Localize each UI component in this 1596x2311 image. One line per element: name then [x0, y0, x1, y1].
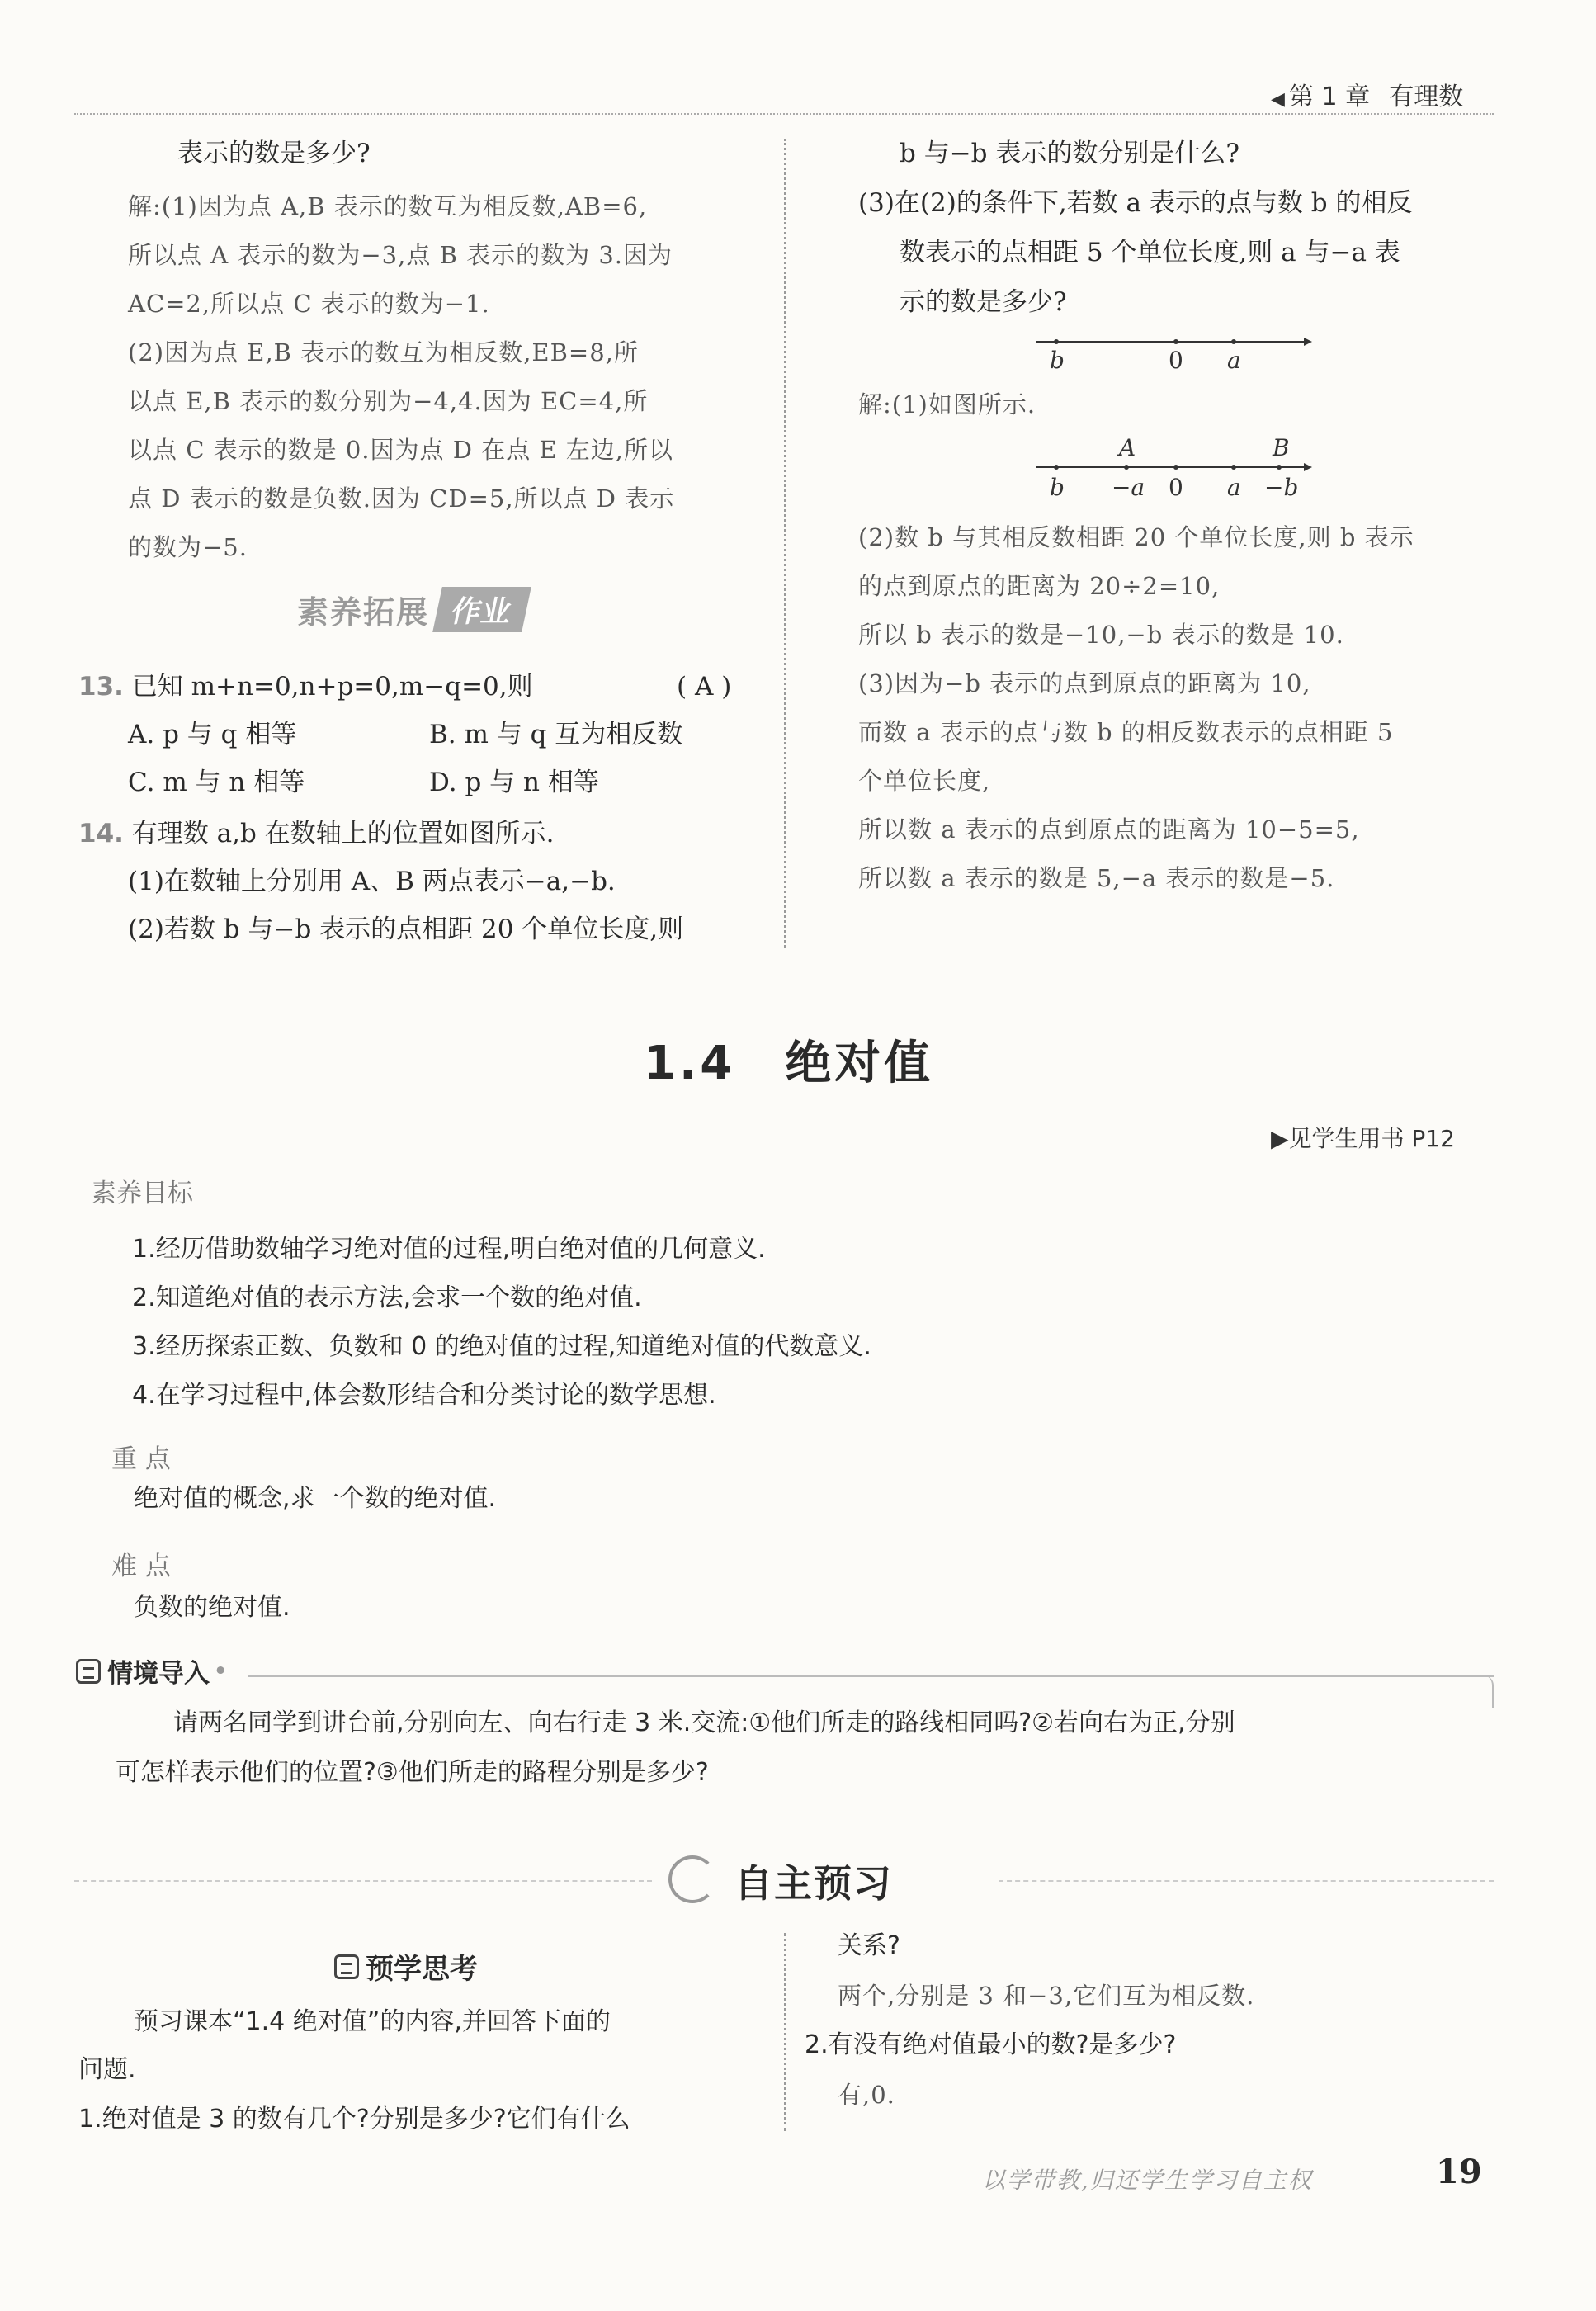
intro-rule-end	[1477, 1675, 1494, 1708]
chevron-left-icon: ◀	[1271, 89, 1285, 110]
q13-stem-row	[78, 670, 533, 703]
answer-line: 以点 E,B 表示的数分别为−4,4.因为 EC=4,所	[128, 387, 649, 415]
prestudy-q2: 2.有没有绝对值最小的数?是多少?	[805, 2030, 1177, 2059]
page-number: 19	[1436, 2153, 1482, 2191]
column-divider	[784, 139, 786, 948]
book-icon	[334, 1954, 359, 1979]
label-a: a	[1227, 474, 1241, 501]
q13-answer: ( A )	[677, 672, 732, 702]
q13-option-d: D. p 与 n 相等	[429, 768, 599, 797]
right-answer-lines	[858, 513, 1414, 903]
answer-line: 以点 C 表示的数是 0.因为点 D 在点 E 左边,所以	[128, 436, 674, 464]
q14-stem-row	[78, 817, 555, 850]
intro-rule	[248, 1675, 1494, 1677]
label-b: b	[1050, 347, 1065, 374]
q13-option-b: B. m 与 q 互为相反数	[429, 720, 683, 749]
goals-list	[132, 1225, 871, 1420]
prestudy-title-row	[334, 1946, 478, 1987]
dot-icon: •	[213, 1656, 229, 1686]
chapter-title: 有理数	[1389, 83, 1464, 111]
point-b	[1054, 339, 1059, 344]
answer-line: 的数为−5.	[128, 533, 248, 561]
question-number: 14.	[78, 819, 124, 848]
number-line-solution	[1032, 431, 1312, 505]
label-B: B	[1273, 434, 1290, 461]
q14-part3-cont: 数表示的点相距 5 个单位长度,则 a 与−a 表	[900, 238, 1400, 267]
axis-arrow-icon	[1304, 338, 1312, 346]
banner-left-stripe	[74, 1880, 652, 1882]
label-zero: 0	[1169, 347, 1183, 374]
intro-label: 情境导入	[107, 1659, 210, 1689]
extension-banner	[297, 586, 526, 632]
answer-line: 的点到原点的距离为 20÷2=10,	[858, 572, 1221, 600]
label-a: a	[1227, 347, 1241, 374]
point-zero	[1173, 339, 1178, 344]
answer-line: 解:(1)因为点 A,B 表示的数互为相反数,AB=6,	[128, 192, 648, 220]
answer-line: AC=2,所以点 C 表示的数为−1.	[128, 290, 490, 318]
q14-part3: (3)在(2)的条件下,若数 a 表示的点与数 b 的相反	[858, 188, 1413, 218]
answer-line: 所以数 a 表示的点到原点的距离为 10−5=5,	[858, 815, 1360, 844]
number-line-given	[1032, 330, 1312, 380]
label-b: b	[1050, 474, 1065, 501]
intro-line-2: 可怎样表示他们的位置?③他们所走的路程分别是多少?	[116, 1758, 709, 1787]
answer-line: (2)因为点 E,B 表示的数互为相反数,EB=8,所	[128, 338, 639, 366]
q14-part2: (2)若数 b 与−b 表示的点相距 20 个单位长度,则	[128, 914, 684, 944]
answer-line: 所以数 a 表示的数是 5,−a 表示的数是−5.	[858, 864, 1335, 892]
answer-line: 个单位长度,	[858, 767, 991, 795]
axis-arrow-icon	[1304, 463, 1312, 471]
q13-option-c: C. m 与 n 相等	[128, 768, 305, 797]
difficult-point-label: 难 点	[111, 1552, 171, 1581]
banner-right-text: 作业	[432, 587, 531, 632]
screen-icon	[76, 1659, 101, 1684]
banner-title: 自主预习	[734, 1861, 893, 1906]
point-b	[1054, 465, 1059, 470]
prestudy-para-2: 问题.	[78, 2055, 136, 2084]
self-study-banner	[74, 1841, 1494, 1923]
left-solution-block	[128, 137, 371, 170]
footer-slogan: 以学带教,归还学生学习自主权	[982, 2167, 1313, 2194]
goals-label: 素养目标	[91, 1179, 193, 1208]
key-point-label: 重 点	[111, 1444, 171, 1474]
question-tail: 表示的数是多少?	[177, 139, 371, 168]
student-book-reference: ▶见学生用书 P12	[1271, 1125, 1455, 1152]
q14-part2-cont: b 与−b 表示的数分别是什么?	[900, 139, 1239, 168]
goal-item: 3.经历探索正数、负数和 0 的绝对值的过程,知道绝对值的代数意义.	[132, 1332, 871, 1361]
point-neg-b	[1277, 465, 1282, 470]
label-zero: 0	[1169, 474, 1183, 501]
prestudy-a1: 两个,分别是 3 和−3,它们互为相反数.	[838, 1982, 1255, 2010]
column-divider	[784, 1933, 786, 2131]
intro-header	[76, 1652, 228, 1690]
swirl-icon	[668, 1855, 716, 1903]
q14-part1: (1)在数轴上分别用 A、B 两点表示−a,−b.	[128, 867, 616, 896]
prestudy-a2: 有,0.	[838, 2081, 895, 2109]
intro-line-1: 请两名同学到讲台前,分别向左、向右行走 3 米.交流:①他们所走的路线相同吗?②若向右为正,分别	[173, 1708, 1235, 1737]
prestudy-title: 预学思考	[366, 1953, 478, 1986]
prestudy-q1: 1.绝对值是 3 的数有几个?分别是多少?它们有什么	[78, 2105, 630, 2134]
answer-line: 点 D 表示的数是负数.因为 CD=5,所以点 D 表示	[128, 484, 675, 513]
section-title: 1.4 绝对值	[644, 1037, 934, 1090]
left-answer-lines	[128, 182, 674, 572]
difficult-point-text: 负数的绝对值.	[134, 1593, 290, 1622]
page-header	[1271, 76, 1502, 109]
label-A: A	[1119, 434, 1136, 461]
prestudy-para-1: 预习课本“1.4 绝对值”的内容,并回答下面的	[134, 2007, 611, 2036]
chapter-number: 第 1 章	[1289, 83, 1371, 111]
answer-line: 所以 b 表示的数是−10,−b 表示的数是 10.	[858, 621, 1344, 649]
goal-item: 4.在学习过程中,体会数形结合和分类讨论的数学思想.	[132, 1381, 716, 1410]
header-divider	[74, 113, 1494, 115]
banner-left-text: 素养拓展	[297, 593, 430, 631]
question-stem: 有理数 a,b 在数轴上的位置如图所示.	[131, 819, 555, 848]
label-neg-a: −a	[1112, 474, 1145, 501]
label-neg-b: −b	[1264, 474, 1299, 501]
point-neg-a	[1124, 465, 1129, 470]
solution-label: 解:(1)如图所示.	[858, 390, 1036, 418]
point-a	[1231, 465, 1236, 470]
goal-item: 2.知道绝对值的表示方法,会求一个数的绝对值.	[132, 1283, 642, 1312]
point-a	[1231, 339, 1236, 344]
answer-line: 所以点 A 表示的数为−3,点 B 表示的数为 3.因为	[128, 241, 673, 269]
prestudy-q1-cont: 关系?	[838, 1931, 900, 1960]
goal-item: 1.经历借助数轴学习绝对值的过程,明白绝对值的几何意义.	[132, 1235, 766, 1264]
q14-part3-end: 示的数是多少?	[900, 287, 1067, 317]
point-zero	[1173, 465, 1178, 470]
q13-option-a: A. p 与 q 相等	[128, 720, 297, 749]
answer-line: 而数 a 表示的点与数 b 的相反数表示的点相距 5	[858, 718, 1394, 746]
key-point-text: 绝对值的概念,求一个数的绝对值.	[134, 1484, 497, 1513]
banner-right-stripe	[999, 1880, 1494, 1882]
answer-line: (3)因为−b 表示的点到原点的距离为 10,	[858, 669, 1311, 697]
answer-line: (2)数 b 与其相反数相距 20 个单位长度,则 b 表示	[858, 523, 1414, 551]
question-number: 13.	[78, 672, 124, 702]
question-stem: 已知 m+n=0,n+p=0,m−q=0,则	[131, 672, 533, 702]
